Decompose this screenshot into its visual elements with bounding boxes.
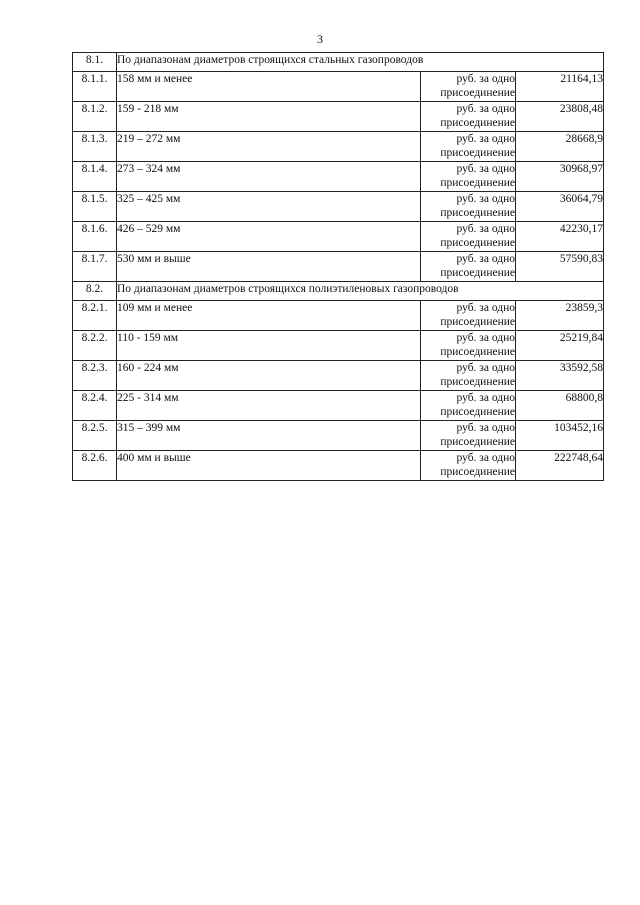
unit-line-1: руб. за одно: [456, 332, 515, 344]
unit-cell: [421, 421, 516, 451]
table-row: [73, 391, 604, 421]
diameter-range: 158 мм и менее: [117, 72, 421, 102]
unit-line-2: присоединение: [440, 406, 515, 418]
price: 42230,17: [516, 222, 604, 252]
table-row: [73, 331, 604, 361]
unit-line-1: руб. за одно: [456, 452, 515, 464]
diameter-range: 325 – 425 мм: [117, 192, 421, 222]
diameter-range: 273 – 324 мм: [117, 162, 421, 192]
unit-line-2: присоединение: [440, 267, 515, 279]
table-row: [73, 361, 604, 391]
table-row: [73, 252, 604, 282]
table-row: [73, 421, 604, 451]
unit-line-1: руб. за одно: [456, 103, 515, 115]
diameter-range: 400 мм и выше: [117, 451, 421, 481]
diameter-range: 225 - 314 мм: [117, 391, 421, 421]
table-row: [73, 222, 604, 252]
unit-line-1: руб. за одно: [456, 163, 515, 175]
price: 57590,83: [516, 252, 604, 282]
unit-cell: [421, 252, 516, 282]
unit-line-2: присоединение: [440, 87, 515, 99]
row-number: 8.1.3.: [73, 132, 117, 162]
table-row: [73, 72, 604, 102]
unit-line-2: присоединение: [440, 117, 515, 129]
row-number: 8.2.6.: [73, 451, 117, 481]
unit-line-2: присоединение: [440, 466, 515, 478]
price: 28668,9: [516, 132, 604, 162]
row-number: 8.2.5.: [73, 421, 117, 451]
row-number: 8.2.1.: [73, 301, 117, 331]
unit-cell: [421, 331, 516, 361]
price: 103452,16: [516, 421, 604, 451]
unit-line-2: присоединение: [440, 376, 515, 388]
unit-line-2: присоединение: [440, 177, 515, 189]
row-number: 8.2.3.: [73, 361, 117, 391]
price: 68800,8: [516, 391, 604, 421]
section-row: [73, 53, 604, 72]
row-number: 8.1.7.: [73, 252, 117, 282]
unit-line-1: руб. за одно: [456, 302, 515, 314]
diameter-range: 315 – 399 мм: [117, 421, 421, 451]
row-number: 8.2.4.: [73, 391, 117, 421]
unit-line-2: присоединение: [440, 316, 515, 328]
section-title: По диапазонам диаметров строящихся стальных газопроводов: [117, 53, 604, 72]
price: 21164,13: [516, 72, 604, 102]
unit-line-1: руб. за одно: [456, 422, 515, 434]
table-row: [73, 301, 604, 331]
row-number: 8.2.2.: [73, 331, 117, 361]
section-title: По диапазонам диаметров строящихся полиэтиленовых газопроводов: [117, 282, 604, 301]
table-row: [73, 102, 604, 132]
section-number: 8.1.: [73, 53, 117, 72]
row-number: 8.1.2.: [73, 102, 117, 132]
section-row: [73, 282, 604, 301]
price: 25219,84: [516, 331, 604, 361]
unit-line-1: руб. за одно: [456, 133, 515, 145]
unit-line-2: присоединение: [440, 346, 515, 358]
unit-cell: [421, 192, 516, 222]
diameter-range: 219 – 272 мм: [117, 132, 421, 162]
price: 30968,97: [516, 162, 604, 192]
unit-line-2: присоединение: [440, 207, 515, 219]
unit-cell: [421, 102, 516, 132]
row-number: 8.1.5.: [73, 192, 117, 222]
price: 23859,3: [516, 301, 604, 331]
unit-cell: [421, 132, 516, 162]
price: 33592,58: [516, 361, 604, 391]
unit-cell: [421, 222, 516, 252]
row-number: 8.1.4.: [73, 162, 117, 192]
diameter-range: 426 – 529 мм: [117, 222, 421, 252]
unit-cell: [421, 301, 516, 331]
unit-line-1: руб. за одно: [456, 362, 515, 374]
table-row: [73, 162, 604, 192]
diameter-range: 160 - 224 мм: [117, 361, 421, 391]
table-row: [73, 451, 604, 481]
diameter-range: 159 - 218 мм: [117, 102, 421, 132]
unit-line-2: присоединение: [440, 147, 515, 159]
diameter-range: 530 мм и выше: [117, 252, 421, 282]
unit-line-1: руб. за одно: [456, 253, 515, 265]
unit-line-2: присоединение: [440, 436, 515, 448]
unit-cell: [421, 451, 516, 481]
diameter-range: 109 мм и менее: [117, 301, 421, 331]
row-number: 8.1.6.: [73, 222, 117, 252]
unit-line-1: руб. за одно: [456, 392, 515, 404]
rates-table-body: [73, 53, 604, 481]
unit-cell: [421, 72, 516, 102]
table-row: [73, 192, 604, 222]
unit-cell: [421, 391, 516, 421]
section-number: 8.2.: [73, 282, 117, 301]
unit-line-1: руб. за одно: [456, 223, 515, 235]
table-row: [73, 132, 604, 162]
page-number: 3: [317, 32, 323, 46]
unit-cell: [421, 162, 516, 192]
price: 36064,79: [516, 192, 604, 222]
diameter-range: 110 - 159 мм: [117, 331, 421, 361]
unit-cell: [421, 361, 516, 391]
unit-line-1: руб. за одно: [456, 193, 515, 205]
row-number: 8.1.1.: [73, 72, 117, 102]
unit-line-1: руб. за одно: [456, 73, 515, 85]
price: 222748,64: [516, 451, 604, 481]
rates-table: [72, 52, 604, 481]
unit-line-2: присоединение: [440, 237, 515, 249]
price: 23808,48: [516, 102, 604, 132]
